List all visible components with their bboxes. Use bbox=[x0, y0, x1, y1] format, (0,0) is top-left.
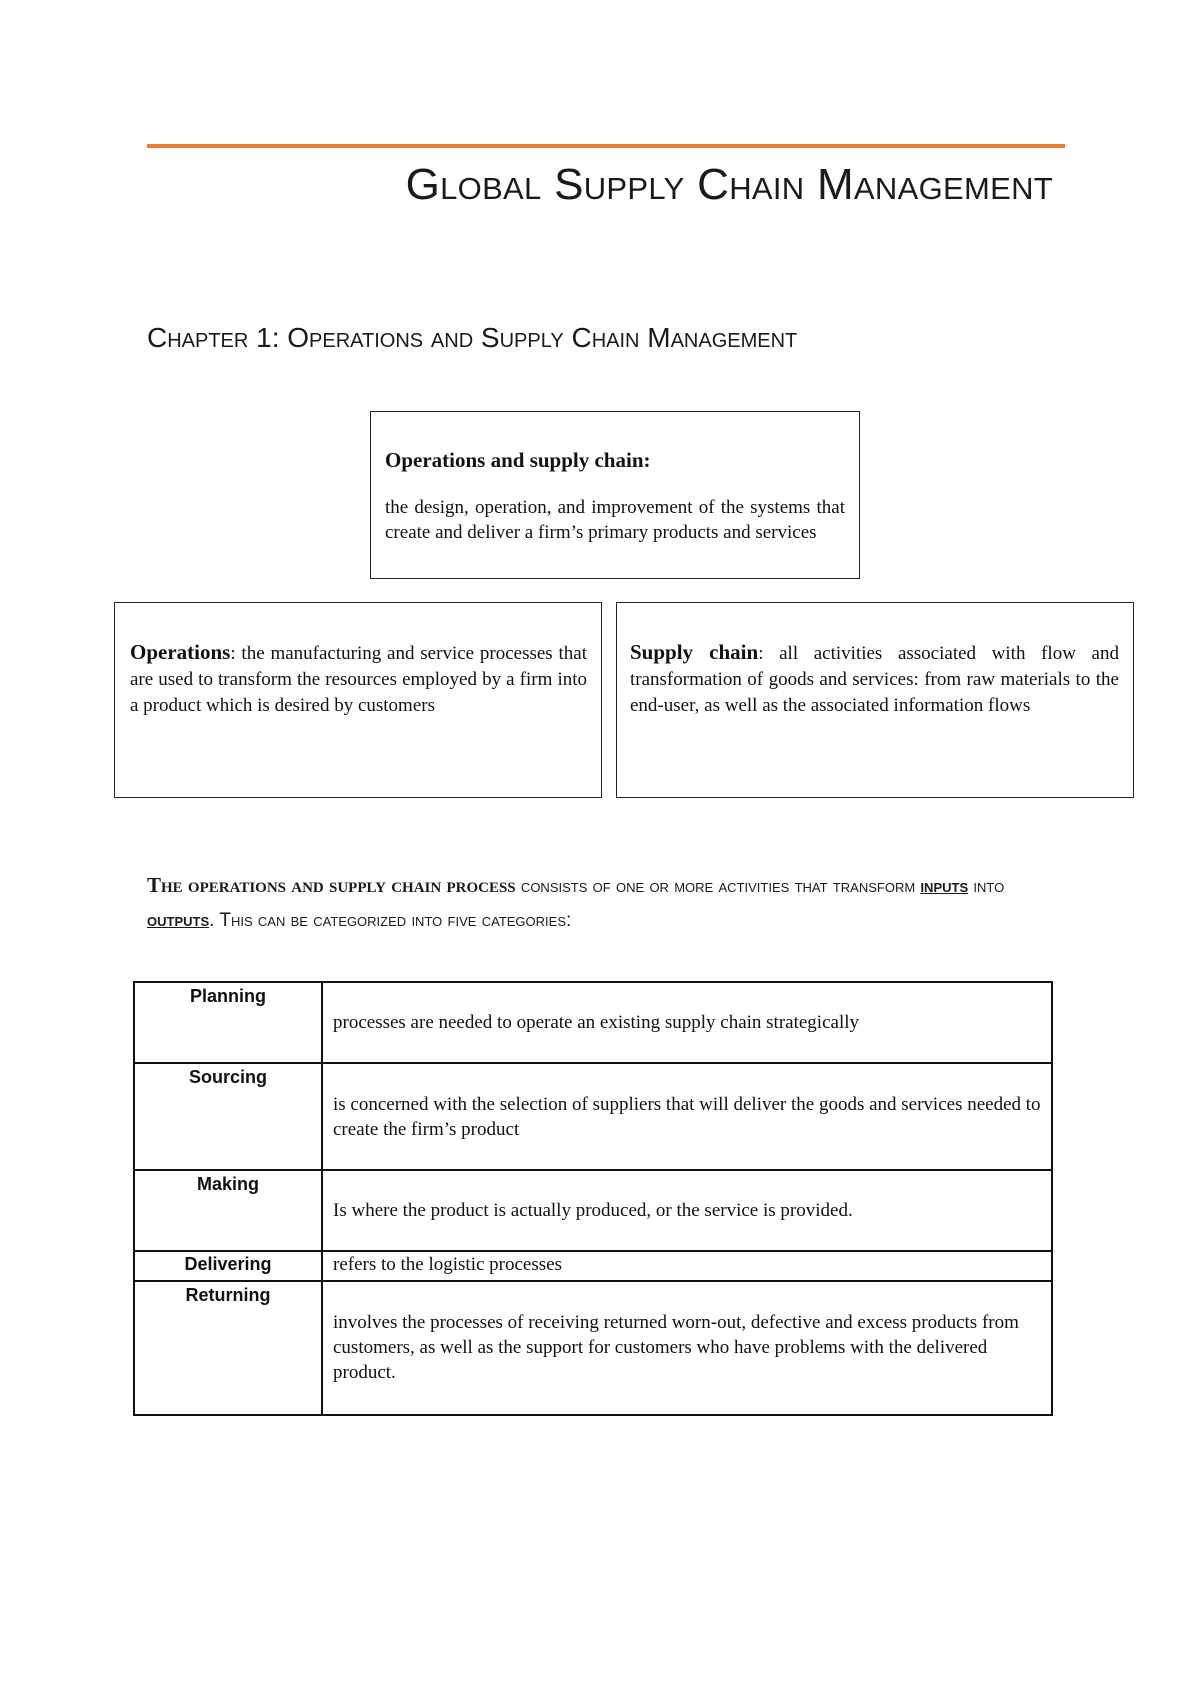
definition-text: : all activities associated with flow and transformation of goods and services: from raw materials to the end-user, as well as the associated information flows bbox=[630, 643, 1119, 716]
category-description: processes are needed to operate an existing supply chain strategically bbox=[322, 982, 1052, 1063]
inputs-term: inputs bbox=[920, 876, 969, 897]
table-row bbox=[134, 1281, 1052, 1415]
intro-text: into bbox=[968, 876, 1005, 897]
definition-box-operations bbox=[114, 602, 602, 798]
category-description: refers to the logistic processes bbox=[322, 1251, 1052, 1281]
process-categories-table bbox=[133, 981, 1053, 1416]
header-accent-rule bbox=[147, 144, 1065, 148]
table-row bbox=[134, 1251, 1052, 1281]
document-title: Global Supply Chain Management bbox=[405, 160, 1053, 209]
category-name: Planning bbox=[134, 982, 322, 1063]
chapter-heading: Chapter 1: Operations and Supply Chain Management bbox=[147, 322, 798, 353]
category-name: Delivering bbox=[134, 1251, 322, 1281]
table-row bbox=[134, 1170, 1052, 1251]
category-name: Sourcing bbox=[134, 1063, 322, 1170]
definition-text: : the manufacturing and service processes that are used to transform the resources employed by a firm into a product which is desired by customers bbox=[130, 643, 587, 716]
process-intro-paragraph bbox=[147, 868, 1067, 938]
definition-box-operations-and-supply-chain bbox=[370, 411, 860, 579]
definition-term: Operations bbox=[130, 640, 231, 664]
intro-lead: The operations and supply chain process bbox=[147, 873, 516, 897]
category-description: is concerned with the selection of suppliers that will deliver the goods and services needed to create the firm’s product bbox=[322, 1063, 1052, 1170]
category-description: Is where the product is actually produced, or the service is provided. bbox=[322, 1170, 1052, 1251]
outputs-term: outputs bbox=[147, 910, 210, 931]
definition-heading: Operations and supply chain: bbox=[385, 448, 651, 472]
table-row bbox=[134, 982, 1052, 1063]
intro-text: consists of one or more activities that transform bbox=[515, 876, 921, 897]
category-description: involves the processes of receiving returned worn-out, defective and excess products from customers, as well as the support for customers who have problems with the delivered product. bbox=[322, 1281, 1052, 1415]
definition-paragraph bbox=[630, 639, 1119, 719]
definition-box-supply-chain bbox=[616, 602, 1134, 798]
category-name: Making bbox=[134, 1170, 322, 1251]
definition-text: the design, operation, and improvement of the systems that create and deliver a firm’s primary products and services bbox=[385, 497, 845, 543]
definition-term: Supply chain bbox=[630, 640, 759, 664]
table-row bbox=[134, 1063, 1052, 1170]
intro-text: . This can be categorized into five categories: bbox=[209, 910, 572, 931]
category-name: Returning bbox=[134, 1281, 322, 1415]
definition-paragraph bbox=[130, 639, 587, 719]
